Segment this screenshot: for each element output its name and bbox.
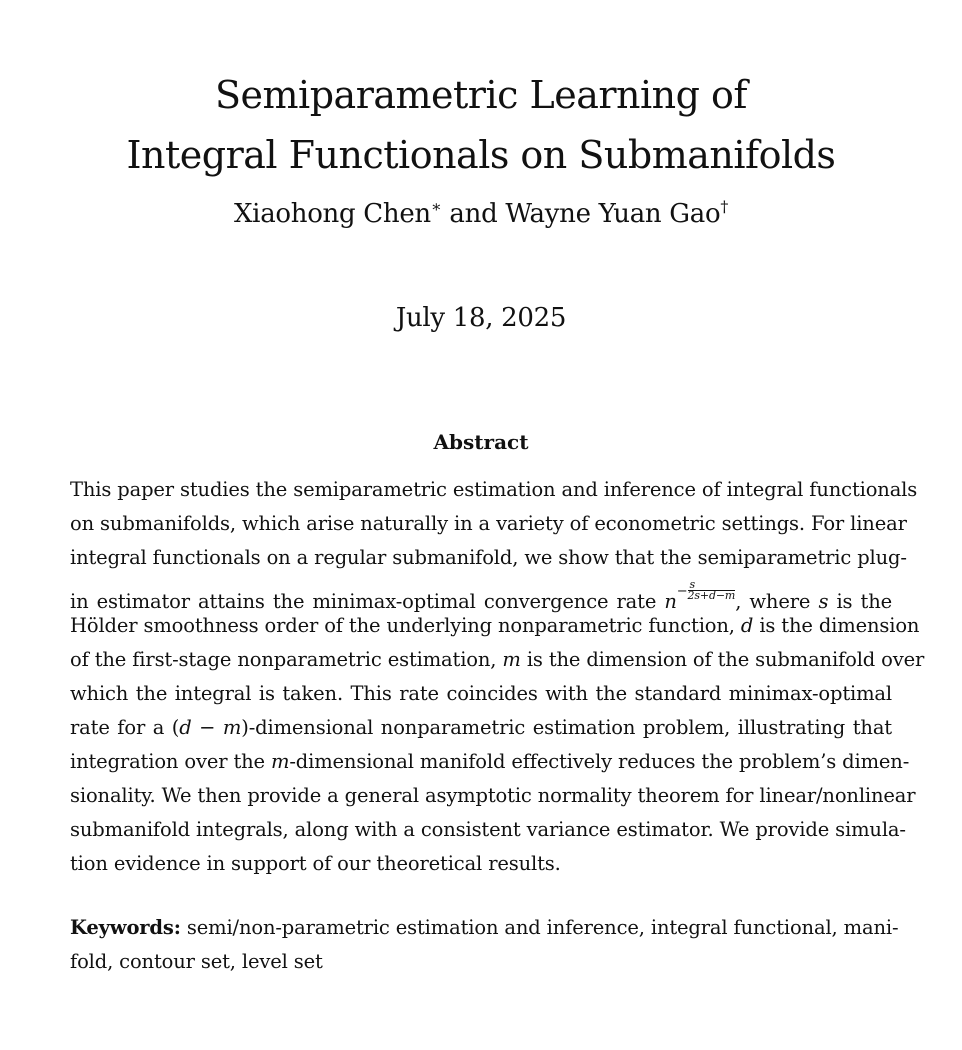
keywords-section	[70, 911, 899, 979]
abstract-text: in estimator attains the minimax-optimal convergence rate	[70, 590, 657, 613]
math-variable: s	[818, 590, 829, 613]
abstract-text: -dimensional manifold effectively reduces the problem’s dimen-	[289, 750, 910, 773]
title-line-1: Semiparametric Learning of	[215, 73, 747, 118]
abstract-line: integral functionals on a regular submanifold, we show that the semiparametric plug-	[70, 546, 907, 569]
abstract-line: This paper studies the semiparametric estimation and inference of integral functionals	[70, 478, 918, 501]
abstract-line	[70, 745, 910, 779]
abstract-line	[70, 609, 920, 643]
author-conjunction: and	[449, 199, 498, 229]
abstract-text: of the first-stage nonparametric estimation,	[70, 648, 497, 671]
author-name: Xiaohong Chen	[233, 199, 431, 229]
abstract-text: rate for a (	[70, 716, 180, 739]
fraction-denominator: 2s+d−m	[687, 589, 736, 602]
author-list	[0, 196, 962, 232]
math-variable: m	[271, 750, 290, 773]
keywords-line	[70, 911, 899, 945]
math-variable: m	[502, 648, 521, 671]
math-operator: −	[676, 584, 688, 599]
math-expression: d − m	[179, 716, 242, 739]
abstract-line: on submanifolds, which arise naturally in a variety of econometric settings. For linear	[70, 512, 907, 535]
title-line-2: Integral Functionals on Submanifolds	[126, 133, 836, 178]
abstract-text: is the dimension	[759, 614, 920, 637]
abstract-text: )-dimensional nonparametric estimation problem, illustrating that	[241, 716, 892, 739]
author-name: Wayne Yuan Gao	[505, 199, 721, 229]
keywords-text: semi/non-parametric estimation and inference, integral functional, mani-	[186, 916, 899, 939]
keywords-line: fold, contour set, level set	[70, 950, 323, 973]
abstract-text: , where	[735, 590, 811, 613]
abstract-text: integration over the	[70, 750, 265, 773]
math-variable: n	[664, 590, 677, 613]
abstract-line	[70, 643, 925, 677]
keywords-label: Keywords:	[70, 916, 181, 939]
abstract-heading: Abstract	[433, 430, 529, 454]
abstract-line: submanifold integrals, along with a consistent variance estimator. We provide simula-	[70, 818, 906, 841]
abstract-body	[70, 473, 925, 881]
publication-date: July 18, 2025	[395, 303, 567, 333]
abstract-text: is the	[836, 590, 892, 613]
author-footnote-mark[interactable]: †	[720, 197, 729, 216]
abstract-line: which the integral is taken. This rate coincides with the standard minimax-optimal	[70, 682, 892, 705]
abstract-line	[70, 711, 892, 745]
abstract-line: tion evidence in support of our theoretical results.	[70, 852, 561, 875]
abstract-line: sionality. We then provide a general asymptotic normality theorem for linear/nonlinear	[70, 784, 916, 807]
abstract-line	[70, 575, 892, 613]
math-variable: d	[740, 614, 754, 637]
rate-exponent-fraction	[688, 580, 736, 601]
author-footnote-mark[interactable]: ∗	[430, 197, 442, 216]
fraction-numerator: s	[688, 580, 736, 591]
abstract-text: Hölder smoothness order of the underlying nonparametric function,	[70, 614, 735, 637]
paper-title	[0, 65, 962, 185]
abstract-text: is the dimension of the submanifold over	[526, 648, 925, 671]
